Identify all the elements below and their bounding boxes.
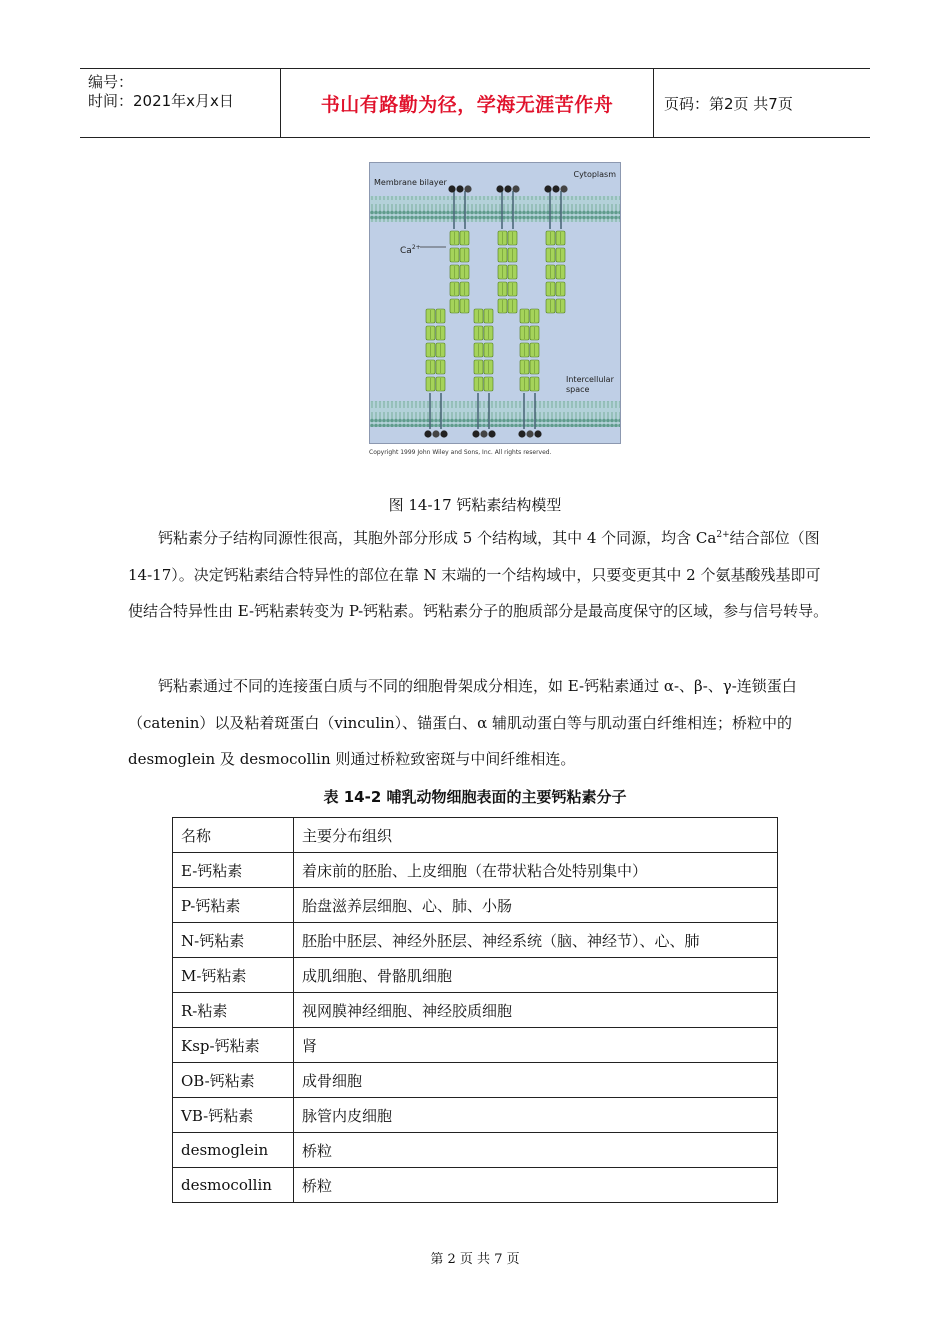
table-row: [173, 888, 778, 923]
cadherin-name-cell: Ksp-钙粘素: [173, 1028, 294, 1063]
cadherin-name-cell: VB-钙粘素: [173, 1098, 294, 1133]
cytoplasm-label: Cytoplasm: [573, 170, 616, 179]
distribution-cell: 桥粒: [294, 1133, 778, 1168]
table-row: [173, 818, 778, 853]
catenin-ball: [534, 430, 541, 437]
catenin-ball: [504, 185, 511, 192]
paragraph-2-text: 钙粘素通过不同的连接蛋白质与不同的细胞骨架成分相连，如 E-钙粘素通过 α-、β-、γ-连锁蛋白（catenin）以及粘着斑蛋白（vinculin）、锚蛋白、α 辅肌动蛋白等与肌动蛋白纤维相连；桥粒中的 desmoglein 及 desmocollin 则通过桥粒致密斑与中间纤维相连。: [128, 677, 797, 768]
cadherin-name-cell: desmoglein: [173, 1133, 294, 1168]
cadherin-structure-figure: [369, 162, 621, 444]
page-header: [80, 68, 870, 138]
catenin-ball: [424, 430, 431, 437]
catenin-ball: [464, 185, 471, 192]
catenin-ball: [456, 185, 463, 192]
cadherin-name-cell: 名称: [173, 818, 294, 853]
table-row: [173, 853, 778, 888]
cadherin-name-cell: E-钙粘素: [173, 853, 294, 888]
distribution-cell: 胎盘滋养层细胞、心、肺、小肠: [294, 888, 778, 923]
cadherin-name-cell: desmocollin: [173, 1168, 294, 1203]
catenin-ball: [440, 430, 447, 437]
catenin-ball: [552, 185, 559, 192]
cadherin-diagram: [370, 163, 620, 443]
number-label: 编号：: [88, 73, 134, 91]
page-footer: 第 2 页 共 7 页: [430, 1252, 520, 1267]
table-row: [173, 1168, 778, 1203]
ca-superscript: 2+: [716, 530, 730, 540]
intercellular-label-2: space: [566, 385, 590, 394]
time-label: 时间：2021年x月x日: [88, 92, 234, 110]
figure-caption: 图 14-17 钙粘素结构模型: [388, 496, 562, 514]
table-row: [173, 1133, 778, 1168]
distribution-cell: 主要分布组织: [294, 818, 778, 853]
catenin-ball: [560, 185, 567, 192]
paragraph-2: [128, 668, 830, 778]
paragraph-1-text-b: 结合部位（图 14-17）。决定钙粘素结合特异性的部位在靠 N 末端的一个结构域中，只要变更其中 2 个氨基酸残基即可使结合特异性由 E-钙粘素转变为 P-钙粘素。钙粘素分子的胞质部分是最高度保守的区域，参与信号转导。: [128, 529, 829, 620]
distribution-cell: 肾: [294, 1028, 778, 1063]
table-row: [173, 1098, 778, 1133]
cadherin-name-cell: M-钙粘素: [173, 958, 294, 993]
catenin-ball: [488, 430, 495, 437]
header-meta: [80, 69, 281, 137]
header-motto: 书山有路勤为径，学海无涯苦作舟: [281, 69, 654, 137]
distribution-cell: 视网膜神经细胞、神经胶质细胞: [294, 993, 778, 1028]
catenin-ball: [544, 185, 551, 192]
ca-label: $Ca^{2+}$: [400, 244, 421, 256]
table-row: [173, 958, 778, 993]
intercellular-label-1: Intercellular: [566, 375, 614, 384]
catenin-ball: [472, 430, 479, 437]
cadherin-table: [172, 817, 778, 1203]
cadherin-dimers: [424, 185, 567, 437]
table-row: [173, 993, 778, 1028]
table-row: [173, 1063, 778, 1098]
distribution-cell: 成骨细胞: [294, 1063, 778, 1098]
distribution-cell: 脉管内皮细胞: [294, 1098, 778, 1133]
distribution-cell: 成肌细胞、骨骼肌细胞: [294, 958, 778, 993]
catenin-ball: [526, 430, 533, 437]
table-row: [173, 923, 778, 958]
table-row: [173, 1028, 778, 1063]
distribution-cell: 胚胎中胚层、神经外胚层、神经系统（脑、神经节）、心、肺: [294, 923, 778, 958]
cadherin-name-cell: OB-钙粘素: [173, 1063, 294, 1098]
distribution-cell: 着床前的胚胎、上皮细胞（在带状粘合处特别集中）: [294, 853, 778, 888]
catenin-ball: [448, 185, 455, 192]
cadherin-name-cell: N-钙粘素: [173, 923, 294, 958]
catenin-ball: [518, 430, 525, 437]
catenin-ball: [432, 430, 439, 437]
catenin-ball: [480, 430, 487, 437]
catenin-ball: [512, 185, 519, 192]
membrane-bilayer-label: Membrane bilayer: [374, 178, 447, 187]
distribution-cell: 桥粒: [294, 1168, 778, 1203]
cadherin-name-cell: P-钙粘素: [173, 888, 294, 923]
catenin-ball: [496, 185, 503, 192]
paragraph-1: [128, 520, 830, 630]
paragraph-1-text-a: 钙粘素分子结构同源性很高，其胞外部分形成 5 个结构域，其中 4 个同源，均含 Ca: [158, 529, 717, 547]
table-title: 表 14-2 哺乳动物细胞表面的主要钙粘素分子: [323, 788, 627, 806]
header-page-info: 页码：第2页 共7页: [664, 94, 793, 113]
cadherin-name-cell: R-粘素: [173, 993, 294, 1028]
figure-copyright: Copyright 1999 John Wiley and Sons, Inc. All rights reserved.: [369, 449, 552, 456]
